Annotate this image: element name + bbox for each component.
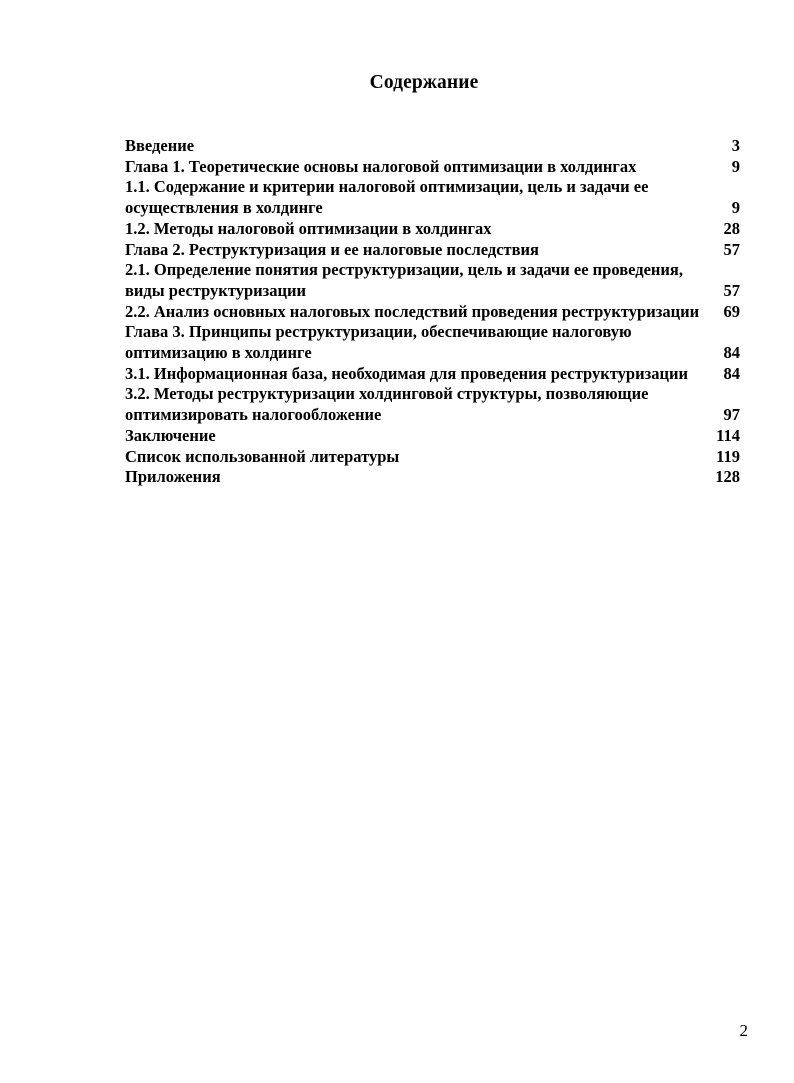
toc-entry-page: 84 — [723, 343, 740, 363]
toc-entry-title: Глава 3. Принципы реструктуризации, обеспечивающие налоговую оптимизацию в холдинге — [125, 322, 632, 363]
toc-entry-title: 2.2. Анализ основных налоговых последствий проведения реструктуризации — [125, 301, 700, 321]
toc-entry-page: 9 — [731, 156, 740, 176]
toc-entry-introduction — [125, 136, 740, 157]
toc-entry-title: 3.2. Методы реструктуризации холдинговой структуры, позволяющие оптимизировать налогообложение — [125, 384, 649, 425]
page-number: 2 — [739, 1021, 748, 1040]
toc-entry-title: Глава 1. Теоретические основы налоговой оптимизации в холдингах — [125, 156, 637, 176]
toc-entry-page: 57 — [723, 280, 740, 300]
toc-entry-chapter-3 — [125, 322, 740, 363]
toc-entry-title: Заключение — [125, 425, 216, 445]
toc-entry-title: 3.1. Информационная база, необходимая для проведения реструктуризации — [125, 363, 688, 383]
toc-entry-section-3-2 — [125, 384, 740, 425]
toc-entry-title: Приложения — [125, 467, 221, 487]
toc-entry-page: 28 — [723, 218, 740, 238]
toc-entry-references — [125, 447, 740, 468]
toc-entry-page: 97 — [723, 405, 740, 425]
toc-entry-title: Введение — [125, 136, 195, 155]
toc-entry-title: 1.2. Методы налоговой оптимизации в холдингах — [125, 218, 492, 238]
toc-entry-section-2-1 — [125, 260, 740, 301]
page-title: Содержание — [369, 72, 479, 93]
toc-entry-title: 1.1. Содержание и критерии налоговой оптимизации, цель и задачи ее осуществления в холдинге — [125, 177, 649, 218]
toc-entry-page: 119 — [716, 446, 740, 466]
toc-entry-page: 128 — [715, 467, 740, 487]
toc-entry-page: 9 — [731, 198, 740, 218]
toc-entry-section-2-2 — [125, 302, 740, 323]
toc-entry-section-3-1 — [125, 364, 740, 385]
toc-entry-chapter-2 — [125, 240, 740, 261]
toc-entry-appendices — [125, 467, 740, 488]
toc-entry-section-1-1 — [125, 177, 740, 218]
toc-entry-page: 84 — [723, 363, 740, 383]
toc-entry-title: 2.1. Определение понятия реструктуризации, цель и задачи ее проведения, виды реструктуризации — [125, 260, 683, 300]
toc-entry-title: Глава 2. Реструктуризация и ее налоговые последствия — [125, 239, 539, 259]
toc-entry-page: 69 — [723, 301, 740, 321]
toc-entry-section-1-2 — [125, 219, 740, 240]
toc-entry-page: 3 — [731, 136, 740, 155]
toc-entry-page: 114 — [716, 425, 740, 445]
toc-entry-page: 57 — [723, 239, 740, 259]
toc-entry-chapter-1 — [125, 157, 740, 178]
toc-entry-conclusion — [125, 426, 740, 447]
toc-entry-title: Список использованной литературы — [125, 446, 400, 466]
table-of-contents — [125, 136, 740, 488]
